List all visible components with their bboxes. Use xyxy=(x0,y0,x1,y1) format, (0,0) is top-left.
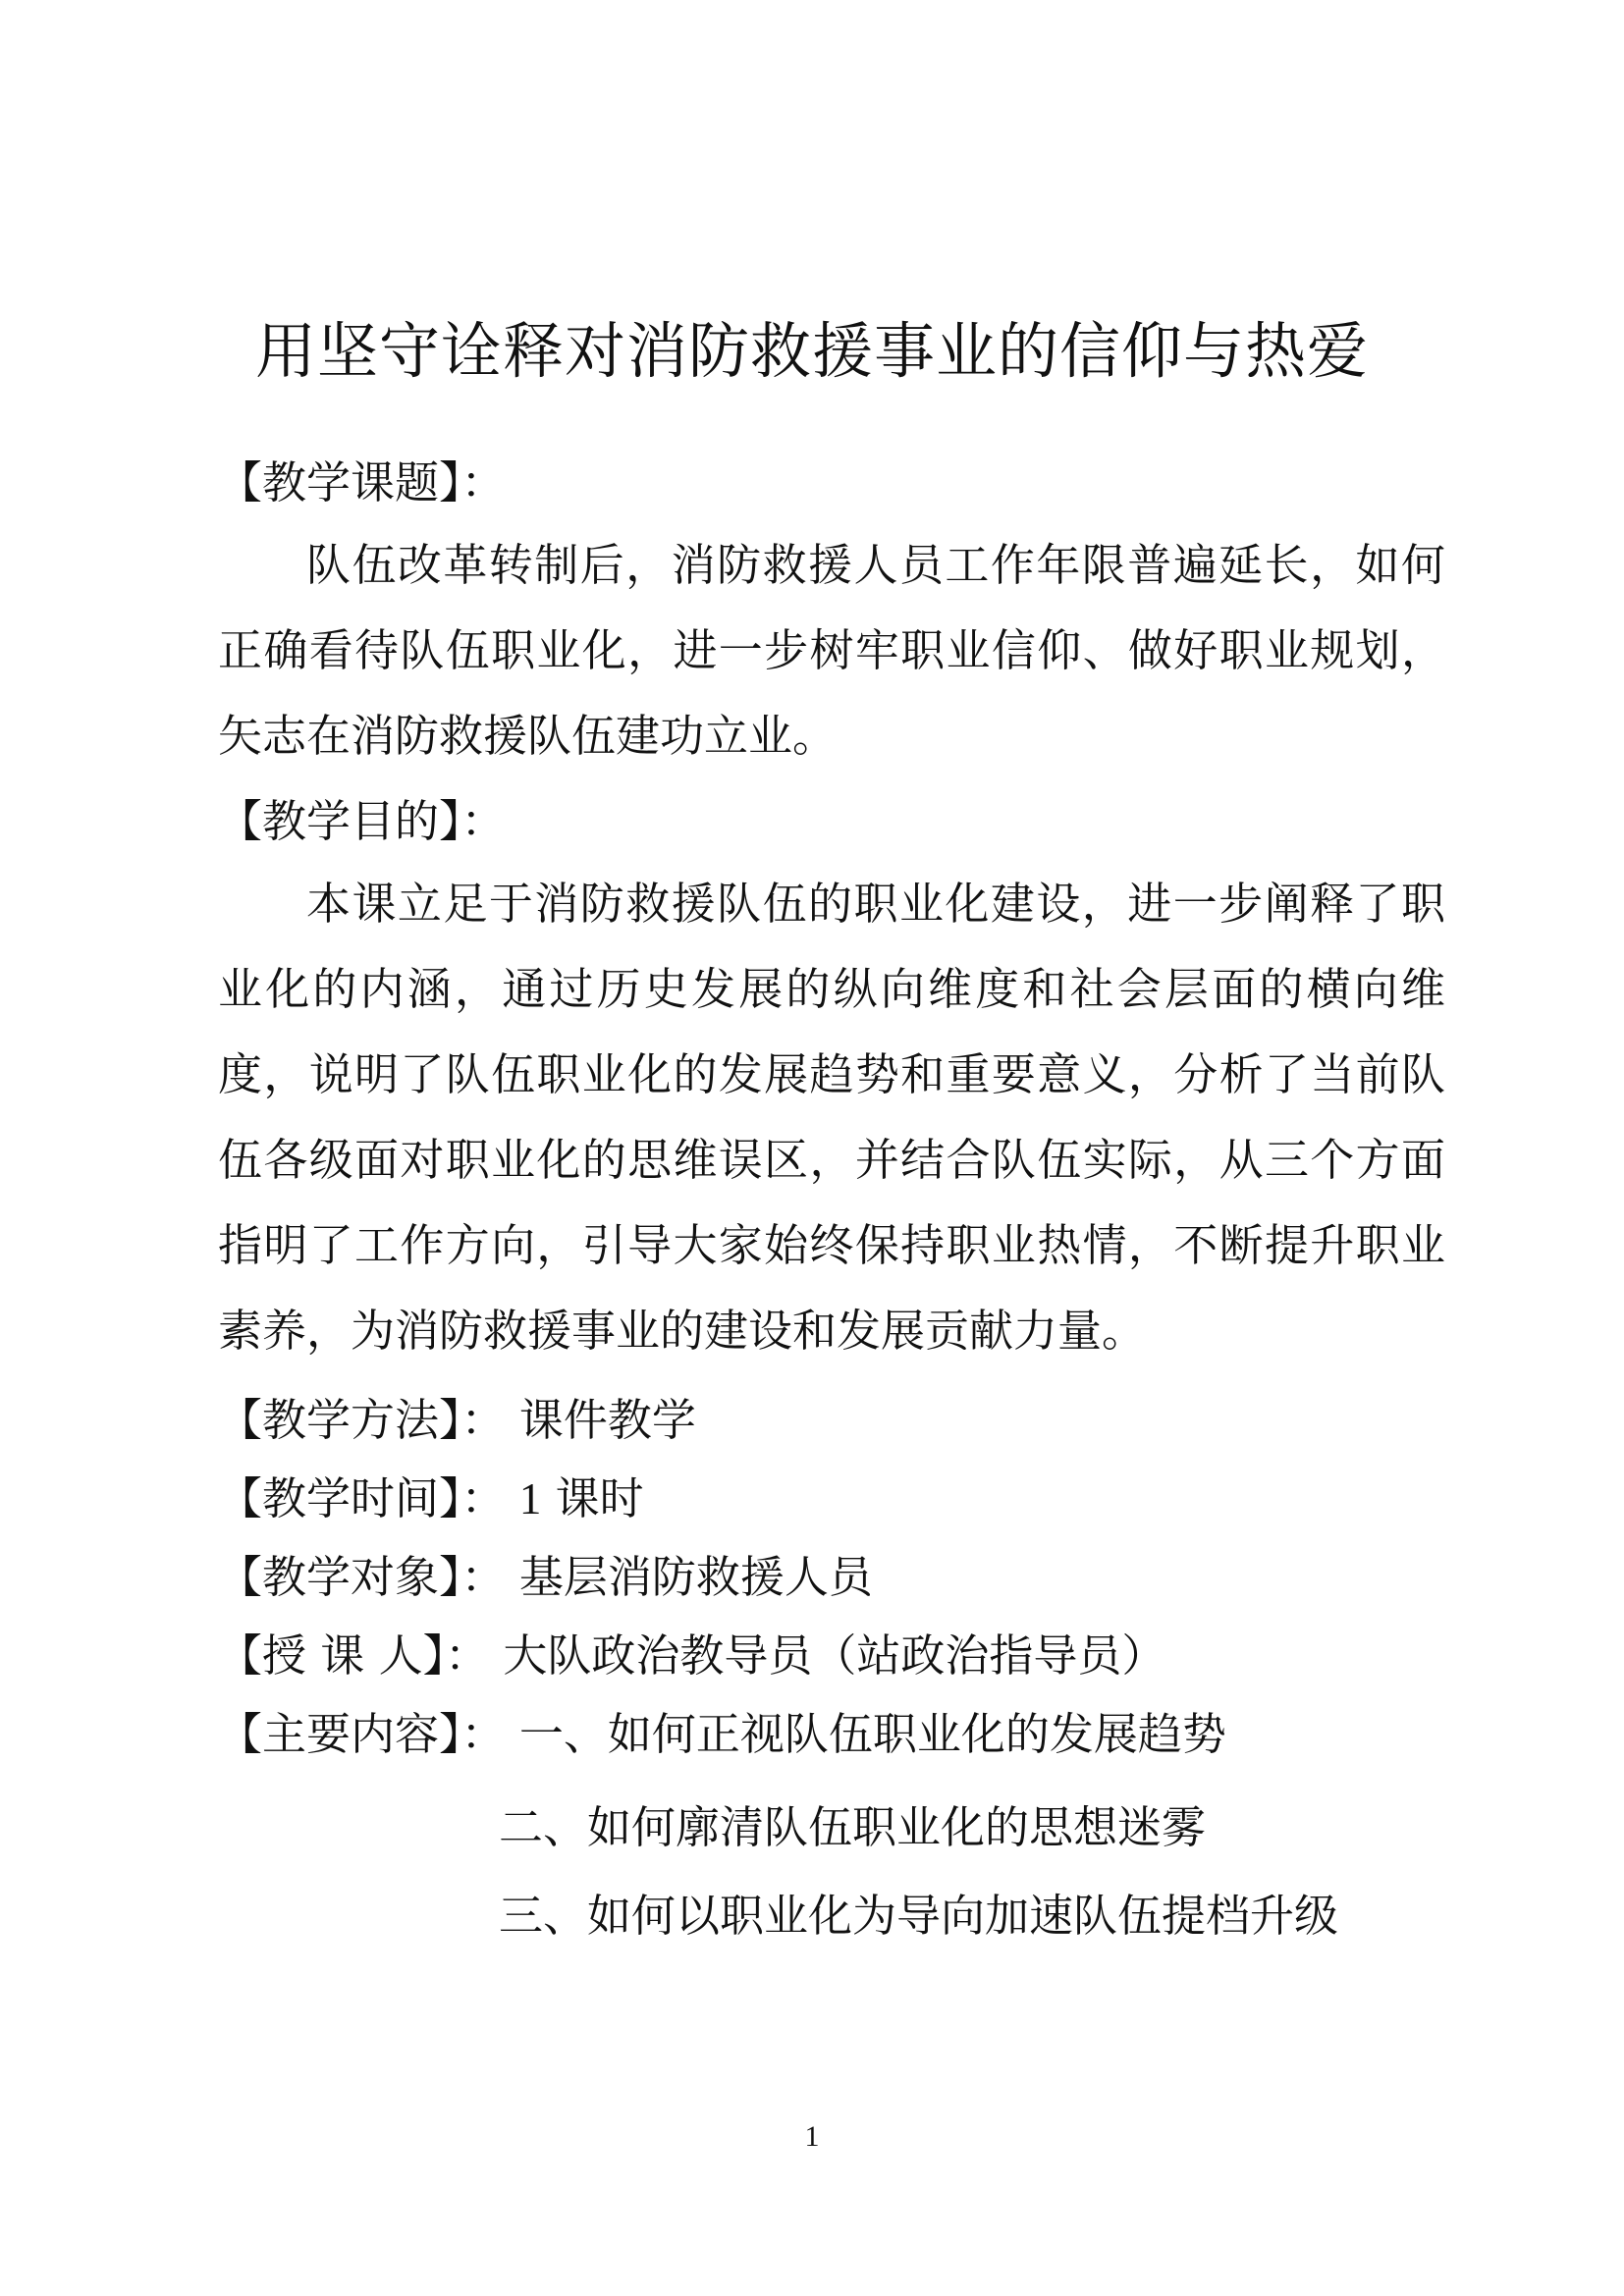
audience-value: 基层消防救援人员 xyxy=(518,1551,873,1603)
method-value: 课件教学 xyxy=(518,1394,696,1446)
purpose-paragraph: 本课立足于消防救援队伍的职业化建设，进一步阐释了职业化的内涵，通过历史发展的纵向维度和社会层面的横向维度，说明了队伍职业化的发展趋势和重要意义，分析了当前队伍各级面对职业化的思维误区，并结合队伍实际，从三个方面指明了工作方向，引导大家始终保持职业热情，不断提升职业素养，为消防救援事业的建设和发展贡献力量。 xyxy=(218,878,1445,1357)
audience-label: 【教学对象】： xyxy=(218,1551,506,1603)
audience-row xyxy=(218,1548,873,1607)
method-row xyxy=(218,1391,696,1450)
content-label: 【主要内容】： xyxy=(218,1708,506,1760)
content-item-1: 一、如何正视队伍职业化的发展趋势 xyxy=(518,1708,1226,1760)
lecturer-value: 大队政治教导员（站政治指导员） xyxy=(503,1629,1166,1682)
time-row xyxy=(218,1469,644,1528)
content-item-2: 二、如何廓清队伍职业化的思想迷雾 xyxy=(499,1801,1207,1853)
page-number: 1 xyxy=(804,2120,820,2153)
topic-label: 【教学课题】： xyxy=(218,456,506,508)
lecturer-row xyxy=(218,1627,1165,1685)
purpose-label: 【教学目的】： xyxy=(218,795,506,847)
content-row xyxy=(218,1705,1226,1764)
document-title: 用坚守诠释对消防救援事业的信仰与热爱 xyxy=(254,315,1369,387)
time-label: 【教学时间】： xyxy=(218,1472,506,1524)
content-item-3: 三、如何以职业化为导向加速队伍提档升级 xyxy=(499,1890,1339,1942)
time-number: 1 xyxy=(518,1474,542,1523)
lecturer-label: 【授 课 人】： xyxy=(218,1629,490,1682)
time-unit: 课时 xyxy=(555,1472,644,1524)
method-label: 【教学方法】： xyxy=(218,1394,506,1446)
topic-paragraph: 队伍改革转制后，消防救援人员工作年限普遍延长，如何正确看待队伍职业化，进一步树牢职业信仰、做好职业规划，矢志在消防救援队伍建功立业。 xyxy=(218,539,1445,762)
